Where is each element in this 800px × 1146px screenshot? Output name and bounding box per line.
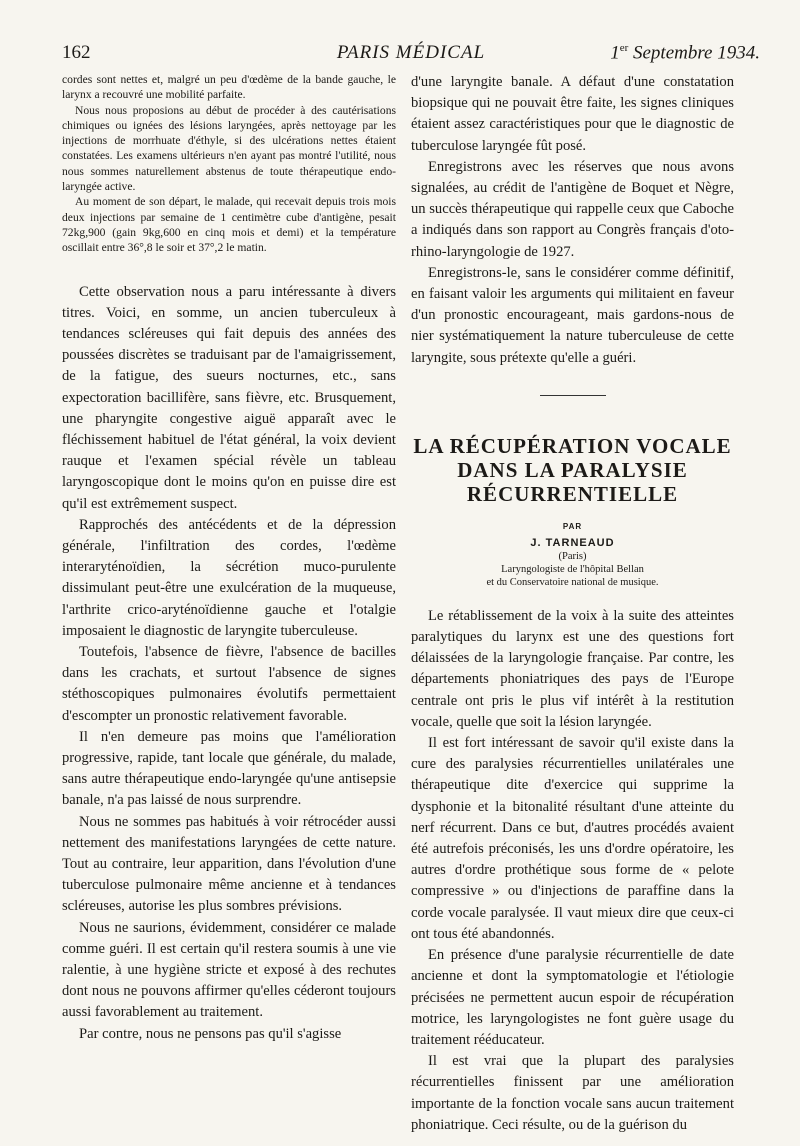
body-paragraph: Il est fort intéressant de savoir qu'il existe dans la cure des paralysies récurrentielles unilatérales une thérapeutique dite d'exercice qui supprime la dysphonie et la bitonalité résultant d'une atteinte du nerf récurrent. Dans ce but, d'autres procédés avaient été autrefois préconisés, les uns d'ordre opératoire, les autres d'ordre prothétique sous forme de « pelote compressive » ou d'injections de paraffine dans la corde vocale paralysée. Il vaut mieux dire que ceux-ci ont tous été abandonnés.	[411, 735, 734, 942]
body-paragraph: Il est vrai que la plupart des paralysies récurrentielles finissent par une amélioration importante de la fonction vocale sans aucun traitement phoniatrique. Ceci résulte, ou de la guérison du	[411, 1053, 734, 1133]
author-city: (Paris)	[558, 550, 587, 562]
body-paragraph: d'une laryngite banale. A défaut d'une constatation biopsique qui ne pouvait être faite, les signes cliniques étaient assez caractéristiques pour que le diagnostic de tuberculose laryngée fût posé.	[411, 74, 734, 154]
running-header	[62, 42, 760, 72]
body-paragraph: En présence d'une paralysie récurrentielle de date ancienne et dont la symptomatologie et l'étiologie précisées ne permettent aucun espoir de récupération motrice, les laryngologistes ne font guère usage du traitement rééducateur.	[411, 947, 734, 1048]
body-paragraph: Toutefois, l'absence de fièvre, l'absence de bacilles dans les crachats, et surtout l'absence de signes stéthoscopiques pulmonaires évolutifs permettaient d'escompter un pronostic relativement favorable.	[62, 644, 396, 724]
article-heading	[411, 434, 734, 589]
discussion-continued	[411, 72, 734, 369]
journal-title: PARIS MÉDICAL	[336, 42, 486, 63]
note-paragraph: Nous nous proposions au début de procéder à des cautérisations chimiques ou ignées des lésions laryngées, après nettoyage par les injections de morrhuate d'éthyle, si des ulcérations nettes étaient constatées. Les examens ultérieurs n'en ayant pas montré l'utilité, nous nous sommes naturellement abstenus de toute thérapeutique endo-laryngée active.	[62, 103, 396, 194]
body-paragraph: Par contre, nous ne pensons pas qu'il s'agisse	[79, 1025, 342, 1042]
case-notes	[62, 72, 396, 256]
body-paragraph: Enregistrons avec les réserves que nous avons signalées, au crédit de l'antigène de Boquet et Nègre, un succès thérapeutique qui rappelle ceux que Caboche a indiqués dans son rapport au Congrès français d'oto-rhino-laryngologie de 1927.	[411, 158, 734, 260]
note-paragraph: Au moment de son départ, le malade, qui recevait depuis trois mois deux injections par semaine de 1 centimètre cube d'antigène, pesait 72kg,900 (gain 9kg,600 en cinq mois et demi) et la température oscillait entre 36°,8 le soir et 37°,2 le matin.	[62, 195, 396, 255]
note-paragraph: cordes sont nettes et, malgré un peu d'œdème de la bande gauche, le larynx a recouvré une mobilité parfaite.	[62, 73, 396, 102]
body-paragraph: Le rétablissement de la voix à la suite des atteintes paralytiques du larynx est une des questions fort délaissées de la laryngologie française. Par contre, les départements phoniatriques des pays de l'Europe centrale ont pris le plus vif intérêt à la restitution vocale, quelle que soit la lésion laryngée.	[411, 607, 734, 730]
page-number: 162	[62, 42, 91, 63]
body-paragraph: Rapprochés des antécédents et de la dépression générale, l'infiltration des cordes, l'œdème interaryténoïdien, la sécrétion muco-purulente dissimulant peut-être une exulcération de la muqueuse, l'arthrite crico-aryténoïdienne gauche et l'otalgie imposaient le diagnostic de laryngite tuberculeuse.	[62, 516, 396, 639]
right-column	[411, 72, 734, 1136]
byline-par: PAR	[562, 521, 583, 531]
author-affiliation: Laryngologiste de l'hôpital Bellan	[501, 563, 644, 575]
section-divider	[540, 395, 606, 396]
issue-date: 1er Septembre 1934.	[610, 42, 760, 64]
body-paragraph: Cette observation nous a paru intéressante à divers titres. Voici, en somme, un ancien tuberculeux à tendances scléreuses qui fait depuis des années des poussées discrètes se traduisant par de l'amaigrissement, de la fatigue, des sueurs nocturnes, etc., sans expectoration bacillifère, sans fièvre, etc. Brusquement, une pharyngite congestive aiguë apparaît avec le fléchissement habituel de l'état général, la voix devient rauque et l'examen spécial révèle un tableau laryngoscopique dont le moins qu'on en puisse dire est qu'il est extrêmement suspect.	[62, 283, 396, 512]
article-title-line: LA RÉCUPÉRATION VOCALE	[413, 433, 732, 458]
author-affiliation: et du Conservatoire national de musique.	[486, 576, 659, 588]
body-paragraph: Nous ne saurions, évidemment, considérer ce malade comme guéri. Il est certain qu'il restera soumis à une vie ralentie, à une hygiène stricte et exposé à des rechutes dont nous ne pouvons affirmer qu'elles céderont toujours aussi favorablement au traitement.	[62, 919, 396, 1021]
body-paragraph: Enregistrons-le, sans le considérer comme définitif, en faisant valoir les arguments qui militaient en faveur d'un pronostic encourageant, mais gardons-nous de nier systématiquement la nature tuberculeuse de cette laryngite, sous prétexte qu'elle a guéri.	[411, 264, 734, 366]
article-body	[411, 606, 734, 1136]
left-column	[62, 72, 396, 1045]
body-paragraph: Nous ne sommes pas habitués à voir rétrocéder aussi nettement des manifestations laryngées de cette nature. Tout au contraire, leur apparition, dans l'évolution d'une tuberculose pulmonaire même ancienne et à tendances scléreuses, autorise les plus sombres prévisions.	[62, 813, 396, 915]
article-title-line: RÉCURRENTIELLE	[466, 481, 679, 506]
author-name: J. TARNEAUD	[530, 536, 615, 549]
body-paragraph: Il n'en demeure pas moins que l'amélioration progressive, rapide, tant locale que générale, du malade, sans autre thérapeutique endo-laryngée qu'une antisepsie banale, n'a pas laissé de nous surprendre.	[62, 728, 396, 809]
discussion-text	[62, 282, 396, 1045]
article-title-line: DANS LA PARALYSIE	[457, 457, 688, 482]
